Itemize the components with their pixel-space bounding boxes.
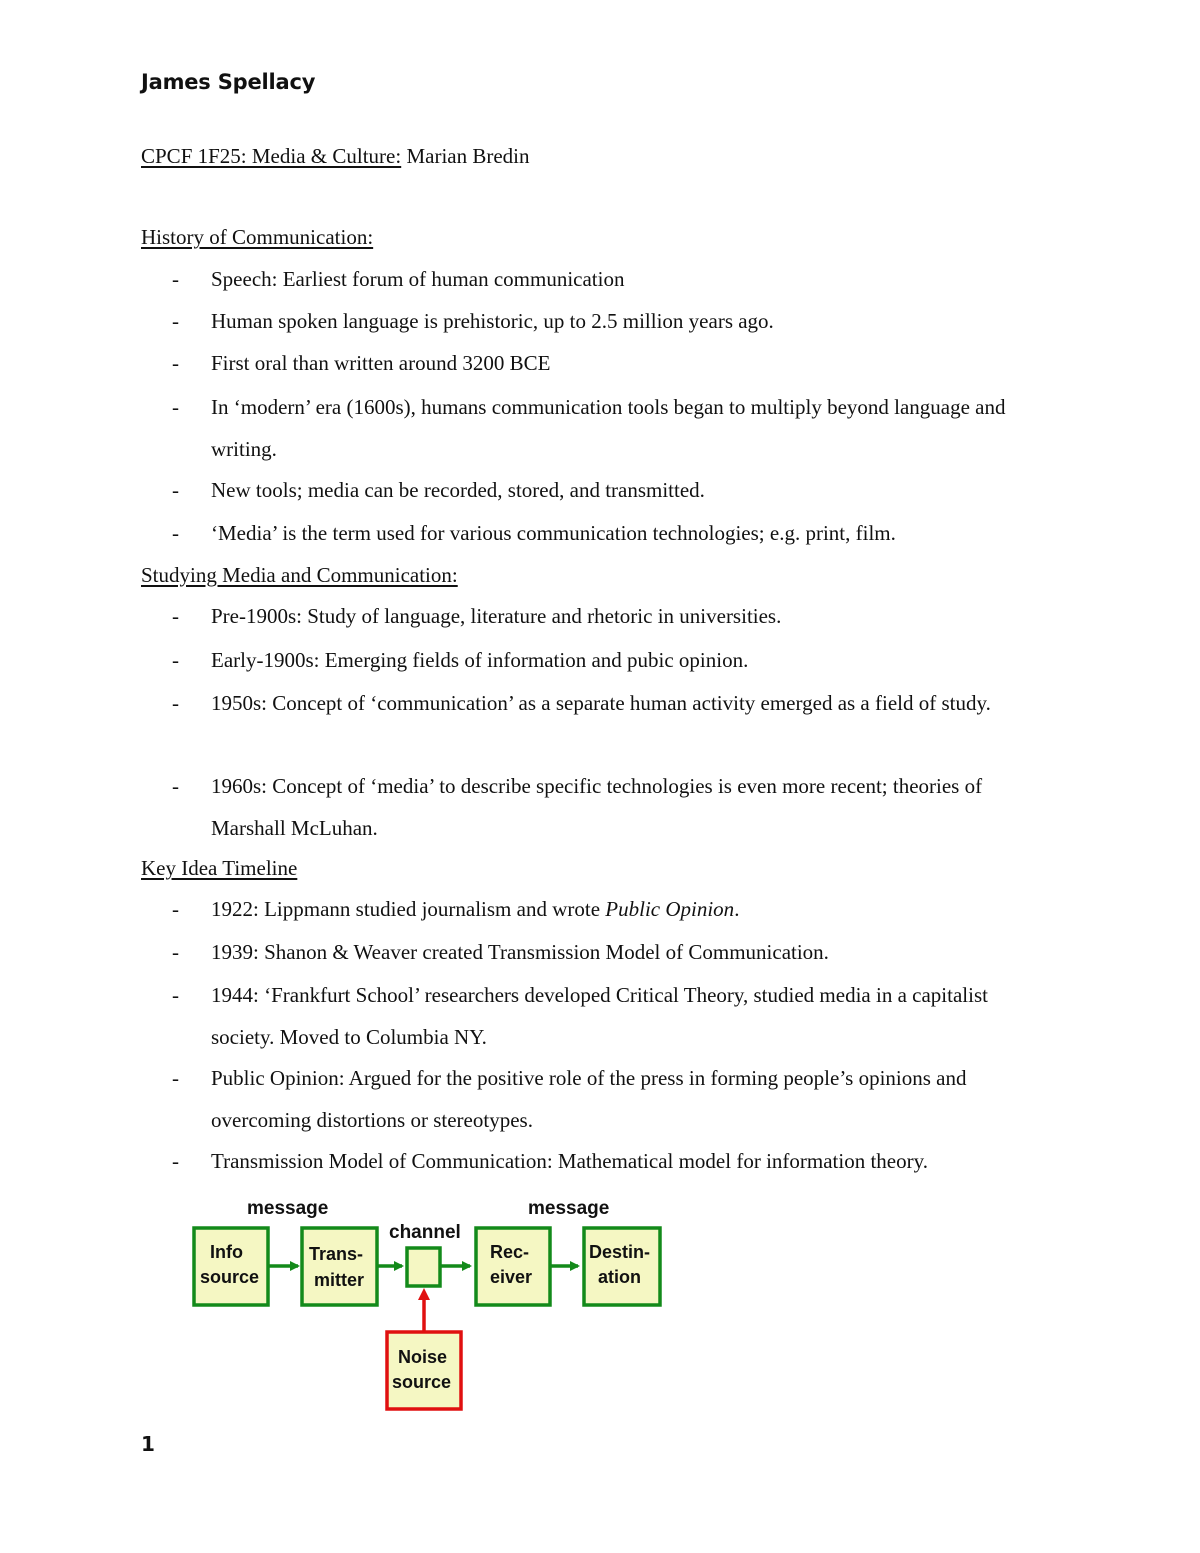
- list-item: In ‘modern’ era (1600s), humans communication tools began to multiply beyond language and writing.: [211, 395, 1006, 461]
- section-heading-history: History of Communication:: [141, 225, 374, 249]
- bullet-marker: -: [172, 395, 179, 419]
- receiver-line2: eiver: [490, 1267, 533, 1287]
- bullet-marker: -: [172, 691, 179, 715]
- receiver-line1: Rec-: [490, 1242, 530, 1262]
- bullet-marker: -: [172, 478, 179, 502]
- list-item: [211, 888, 1081, 930]
- destination-line1: Destin-: [589, 1242, 651, 1262]
- bullet-marker: -: [172, 351, 179, 375]
- list-item: Human spoken language is prehistoric, up to 2.5 million years ago.: [211, 309, 774, 333]
- list-item: ‘Media’ is the term used for various communication technologies; e.g. print, film.: [211, 521, 896, 545]
- transmitter-line2: mitter: [314, 1270, 365, 1290]
- bullet-marker: -: [172, 897, 179, 921]
- list-item: Pre-1900s: Study of language, literature and rhetoric in universities.: [211, 604, 782, 628]
- bullet-marker: -: [172, 604, 179, 628]
- list-item: Public Opinion: Argued for the positive role of the press in forming people’s opinions and overcoming distortions or stereotypes.: [211, 1066, 967, 1132]
- author-name: James Spellacy: [141, 70, 316, 94]
- section-heading-timeline: Key Idea Timeline: [141, 856, 298, 880]
- destination-line2: ation: [598, 1267, 641, 1287]
- list-item: 1939: Shanon & Weaver created Transmission Model of Communication.: [211, 940, 829, 964]
- bullet-marker: -: [172, 648, 179, 672]
- transmission-model-diagram: [180, 1190, 670, 1420]
- message-label-right: message: [528, 1198, 610, 1219]
- list-item-text: 1922: Lippmann studied journalism and wrote: [211, 897, 606, 921]
- noise-source-line2: source: [392, 1372, 452, 1392]
- noise-source-box: [387, 1332, 461, 1409]
- bullet-marker: -: [172, 309, 179, 333]
- bullet-marker: -: [172, 983, 179, 1007]
- message-label-left: message: [247, 1198, 329, 1219]
- bullet-marker: -: [172, 521, 179, 545]
- info-source-line2: source: [200, 1267, 260, 1287]
- list-item: Transmission Model of Communication: Mathematical model for information theory.: [211, 1149, 929, 1173]
- bullet-marker: -: [172, 1066, 179, 1090]
- list-item: First oral than written around 3200 BCE: [211, 351, 551, 375]
- bullet-marker: -: [172, 774, 179, 798]
- bullet-marker: -: [172, 1149, 179, 1173]
- book-title: Public Opinion: [605, 897, 735, 921]
- section-heading-studying: Studying Media and Communication:: [141, 563, 458, 587]
- list-item-suffix: .: [734, 897, 740, 921]
- bullet-marker: -: [172, 940, 179, 964]
- list-item: Early-1900s: Emerging fields of information and pubic opinion.: [211, 648, 749, 672]
- channel-label: channel: [389, 1222, 461, 1243]
- list-item: 1960s: Concept of ‘media’ to describe specific technologies is even more recent; theories of Marshall McLuhan.: [211, 774, 983, 840]
- course-line: [141, 143, 530, 169]
- channel-box: [407, 1248, 440, 1286]
- instructor-name: Marian Bredin: [401, 144, 530, 168]
- course-title: CPCF 1F25: Media & Culture:: [141, 144, 402, 168]
- noise-source-line1: Noise: [398, 1347, 448, 1367]
- list-item: 1950s: Concept of ‘communication’ as a separate human activity emerged as a field of study.: [211, 691, 991, 715]
- list-item: 1944: ‘Frankfurt School’ researchers developed Critical Theory, studied media in a capitalist society. Moved to Columbia NY.: [211, 983, 988, 1049]
- info-source-line1: Info: [210, 1242, 243, 1262]
- list-item: New tools; media can be recorded, stored, and transmitted.: [211, 478, 705, 502]
- transmitter-box: [302, 1228, 377, 1305]
- page-number: 1: [141, 1432, 155, 1456]
- list-item: Speech: Earliest forum of human communication: [211, 267, 625, 291]
- bullet-marker: -: [172, 267, 179, 291]
- transmitter-line1: Trans-: [309, 1244, 364, 1264]
